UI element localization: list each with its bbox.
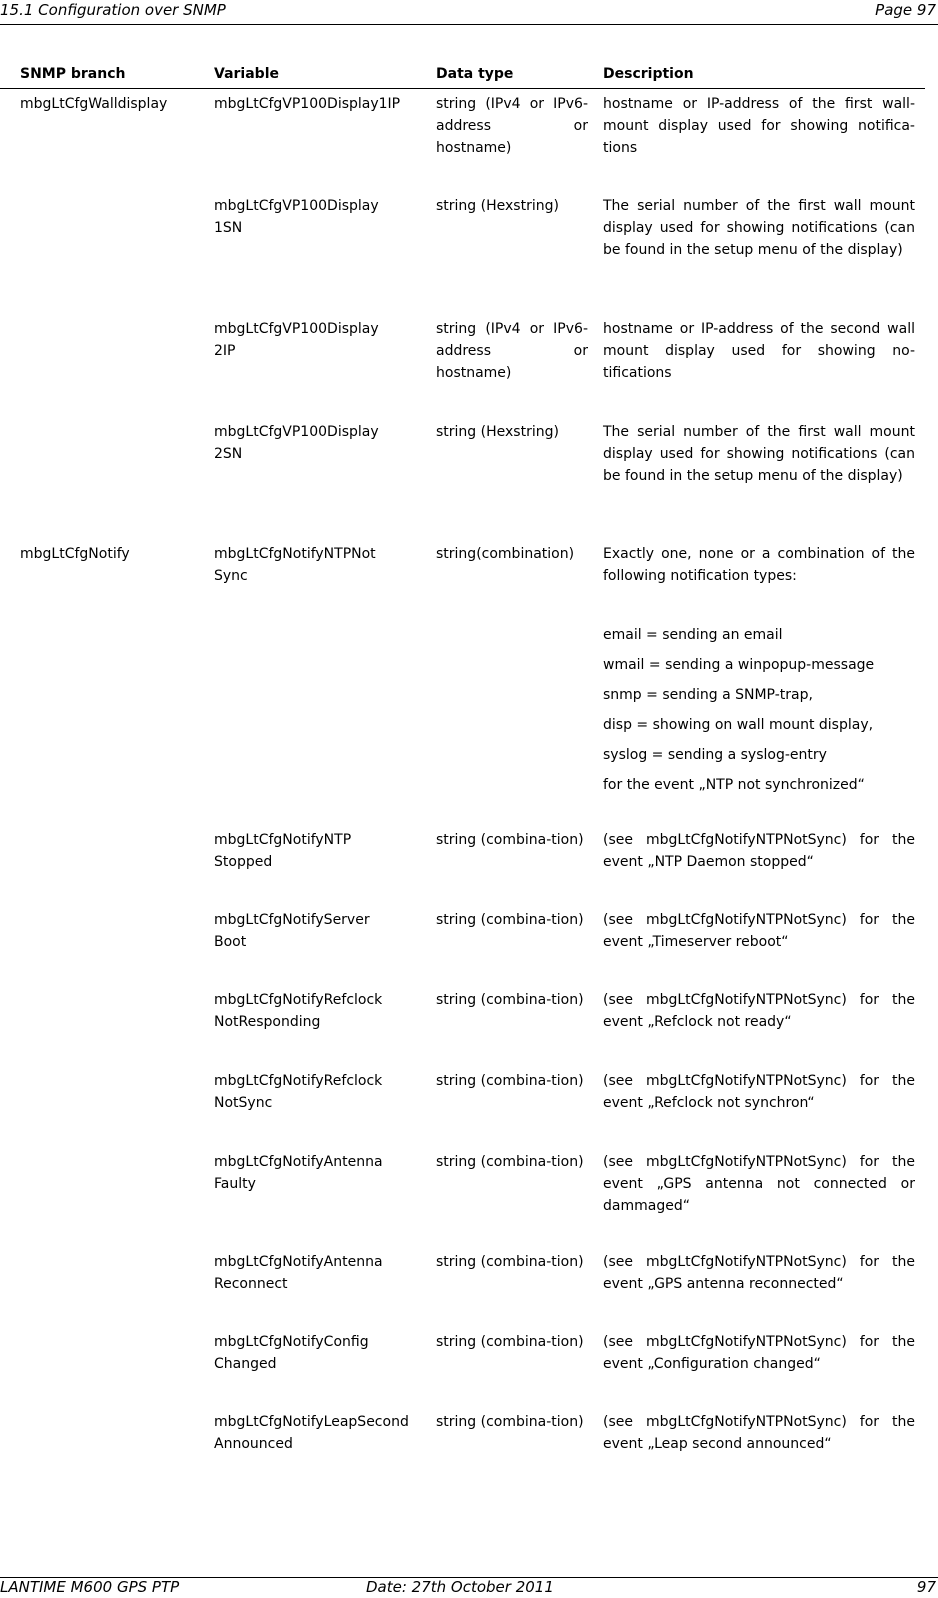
list-item: snmp = sending a SNMP-trap, <box>603 687 813 703</box>
footer-page-number: 97 <box>916 1578 936 1596</box>
footer-product: LANTIME M600 GPS PTP <box>0 1578 180 1596</box>
description-cell: hostname or IP-address of the second wall mount display used for showing no-tifications <box>603 321 915 381</box>
datatype-cell: string (combina-tion) <box>436 912 584 928</box>
datatype-cell: string (combina-tion) <box>436 1254 584 1270</box>
datatype-cell: string (combina-tion) <box>436 992 584 1008</box>
list-item: wmail = sending a winpopup-message <box>603 657 875 673</box>
datatype-cell: string (combina-tion) <box>436 1073 584 1089</box>
variable-cell: mbgLtCfgNotifyAntenna Faulty <box>214 1154 383 1192</box>
variable-cell: mbgLtCfgNotifyAntenna Reconnect <box>214 1254 383 1292</box>
footer-date: Date: 27th October 2011 <box>366 1578 554 1596</box>
variable-cell: mbgLtCfgVP100Display1IP <box>214 96 401 112</box>
datatype-cell: string (IPv4 or IPv6-address or hostname) <box>436 96 588 156</box>
variable-cell: mbgLtCfgVP100Display 2SN <box>214 424 379 462</box>
description-cell: (see mbgLtCfgNotifyNTPNotSync) for the event „Refclock not ready“ <box>603 992 915 1030</box>
variable-cell: mbgLtCfgNotifyRefclock NotSync <box>214 1073 383 1111</box>
variable-cell: mbgLtCfgNotifyLeapSecond Announced <box>214 1414 409 1452</box>
column-header-snmp-branch: SNMP branch <box>20 66 126 82</box>
variable-cell: mbgLtCfgNotifyServer Boot <box>214 912 370 950</box>
datatype-cell: string (Hexstring) <box>436 424 559 440</box>
page-label: Page 97 <box>875 1 936 19</box>
description-cell: The serial number of the first wall mount display used for showing notifications (can be found in the setup menu of the display) <box>603 198 915 258</box>
list-item: syslog = sending a syslog-entry <box>603 747 827 763</box>
variable-cell: mbgLtCfgNotifyNTP Stopped <box>214 832 352 870</box>
variable-cell: mbgLtCfgNotifyRefclock NotResponding <box>214 992 383 1030</box>
description-cell: The serial number of the first wall mount display used for showing notifications (can be found in the setup menu of the display) <box>603 424 915 484</box>
column-header-description: Description <box>603 66 694 82</box>
description-cell: (see mbgLtCfgNotifyNTPNotSync) for the event „Timeserver reboot“ <box>603 912 915 950</box>
page-header <box>0 0 938 24</box>
description-cell: (see mbgLtCfgNotifyNTPNotSync) for the event „Refclock not synchron“ <box>603 1073 915 1111</box>
variable-cell: mbgLtCfgVP100Display 2IP <box>214 321 379 359</box>
datatype-cell: string (IPv4 or IPv6-address or hostname) <box>436 321 588 381</box>
description-cell: (see mbgLtCfgNotifyNTPNotSync) for the event „NTP Daemon stopped“ <box>603 832 915 870</box>
header-rule <box>0 24 938 25</box>
description-cell: (see mbgLtCfgNotifyNTPNotSync) for the event „GPS antenna not connected or dammaged“ <box>603 1154 915 1214</box>
variable-cell: mbgLtCfgNotifyNTPNot Sync <box>214 546 376 584</box>
datatype-cell: string (combina-tion) <box>436 1334 584 1350</box>
description-cell: (see mbgLtCfgNotifyNTPNotSync) for the event „Configuration changed“ <box>603 1334 915 1372</box>
description-cell: Exactly one, none or a combination of the following notification types: <box>603 546 915 584</box>
description-cell: (see mbgLtCfgNotifyNTPNotSync) for the event „Leap second announced“ <box>603 1414 915 1452</box>
branch-cell: mbgLtCfgWalldisplay <box>20 96 168 112</box>
variable-cell: mbgLtCfgVP100Display 1SN <box>214 198 379 236</box>
datatype-cell: string (combina-tion) <box>436 832 584 848</box>
section-title: 15.1 Configuration over SNMP <box>0 1 226 19</box>
list-item: email = sending an email <box>603 627 783 643</box>
branch-cell: mbgLtCfgNotify <box>20 546 130 562</box>
description-cell: (see mbgLtCfgNotifyNTPNotSync) for the event „GPS antenna reconnected“ <box>603 1254 915 1292</box>
column-header-variable: Variable <box>214 66 279 82</box>
list-item: disp = showing on wall mount display, <box>603 717 874 733</box>
datatype-cell: string (combina-tion) <box>436 1154 584 1170</box>
datatype-cell: string(combination) <box>436 546 575 562</box>
datatype-cell: string (Hexstring) <box>436 198 559 214</box>
table-header-rule <box>0 88 925 89</box>
notification-type-list <box>603 624 915 804</box>
list-item: for the event „NTP not synchronized“ <box>603 777 865 793</box>
description-cell: hostname or IP-address of the first wall-mount display used for showing notifica-tions <box>603 96 915 156</box>
column-header-data-type: Data type <box>436 66 514 82</box>
datatype-cell: string (combina-tion) <box>436 1414 584 1430</box>
variable-cell: mbgLtCfgNotifyConfig Changed <box>214 1334 369 1372</box>
